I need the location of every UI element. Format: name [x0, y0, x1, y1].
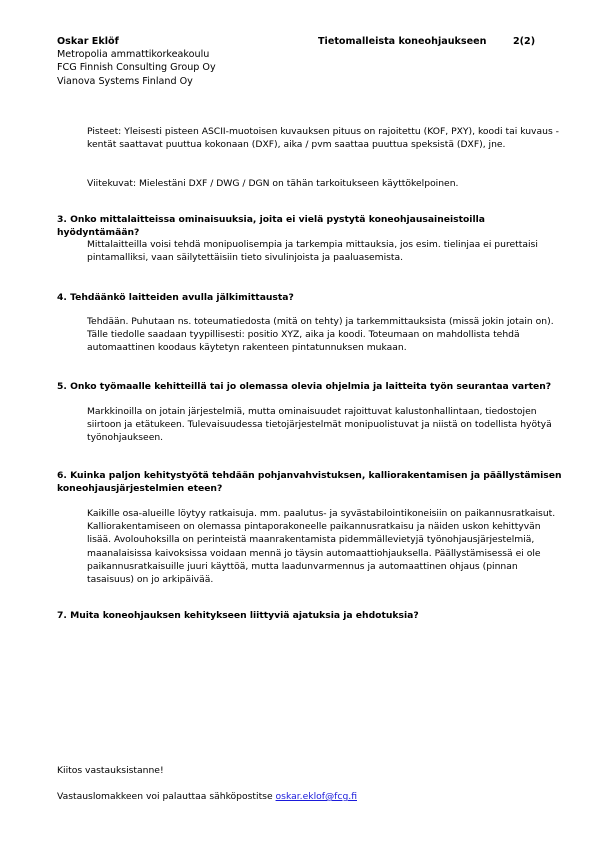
- question-3: 3. Onko mittalaitteissa ominaisuuksia, joita ei vielä pystytä koneohjausaineistoilla hyödyntämään?: [57, 214, 485, 239]
- thanks-text: Kiitos vastauksistanne!: [57, 765, 164, 776]
- header-author-block: [57, 35, 297, 88]
- viitekuvat-paragraph: Viitekuvat: Mielestäni DXF / DWG / DGN on tähän tarkoitukseen käyttökelpoinen.: [87, 178, 459, 189]
- return-text: Vastauslomakkeen voi palauttaa sähköpostitse: [57, 791, 273, 802]
- question-6: 6. Kuinka paljon kehitystyötä tehdään pohjanvahvistuksen, kalliorakentamisen ja päällystämisen koneohjausjärjestelmien eteen?: [57, 470, 562, 495]
- affiliation-1: Metropolia ammattikorkeakoulu: [57, 49, 210, 61]
- affiliation-3: Vianova Systems Finland Oy: [57, 75, 193, 87]
- answer-4: Tehdään. Puhutaan ns. toteumatiedosta (mitä on tehty) ja tarkemmittauksista (missä jokin jotain on). Tälle tiedolle saadaan tyypillisesti: positio XYZ, aika ja koodi. Toteumaan on mahdollista tehdä automaattinen koodaus käytetyn rakenteen pintatunnuksen mukaan.: [87, 316, 554, 354]
- pisteet-paragraph: Pisteet: Yleisesti pisteen ASCII-muotoisen kuvauksen pituus on rajoitettu (KOF, PXY), koodi tai kuvaus -kentät saattavat puuttua kokonaan (DXF), aika / pvm saattaa puuttua speksistä (DXF), jne.: [87, 126, 559, 151]
- answer-3: Mittalaitteilla voisi tehdä monipuolisempia ja tarkempia mittauksia, jos esim. tielinjaa ei purettaisi pintamalliksi, vaan säilytettäisiin tieto sivulinjoista ja paaluasemista.: [87, 239, 538, 264]
- answer-5: Markkinoilla on jotain järjestelmiä, mutta ominaisuudet rajoittuvat kalustonhallintaan, tiedostojen siirtoon ja etätukeen. Tulevaisuudessa tietojärjestelmät monipuolistuvat ja niistä on todellista hyötyä työnohjaukseen.: [87, 406, 552, 444]
- email-link[interactable]: oskar.eklof@fcg.fi: [275, 791, 357, 802]
- question-7: 7. Muita koneohjauksen kehitykseen liittyviä ajatuksia ja ehdotuksia?: [57, 610, 419, 621]
- answer-6: Kaikille osa-alueille löytyy ratkaisuja. mm. paalutus- ja syvästabilointikoneisiin on paikannusratkaisut. Kalliorakentamiseen on olemassa pintaporakoneelle paikannusratkaisu ja näiden uskon kehittyvän lisää. Avolouhoksilla on perinteistä maanrakentamista pidemmällevietyjä työnohjausjärjestelmiä, maanalaisissa kaivoksissa voidaan mennä jo täysin automaattiohjauksella. Päällystämisessä ei ole paikannusratkaisuille juuri käyttöä, mutta laadunvarmennus ja automaattinen ohjaus (pinnan tasaisuus) on jo arkipäivää.: [87, 508, 556, 586]
- question-5: 5. Onko työmaalle kehitteillä tai jo olemassa olevia ohjelmia ja laitteita työn seurantaa varten?: [57, 381, 552, 392]
- page-number: 2(2): [513, 36, 536, 47]
- affiliation-2: FCG Finnish Consulting Group Oy: [57, 62, 216, 74]
- document-title: Tietomalleista koneohjaukseen: [318, 36, 487, 47]
- return-instructions: [57, 790, 557, 803]
- question-4: 4. Tehdäänkö laitteiden avulla jälkimittausta?: [57, 292, 294, 303]
- author-name: Oskar Eklöf: [57, 36, 119, 47]
